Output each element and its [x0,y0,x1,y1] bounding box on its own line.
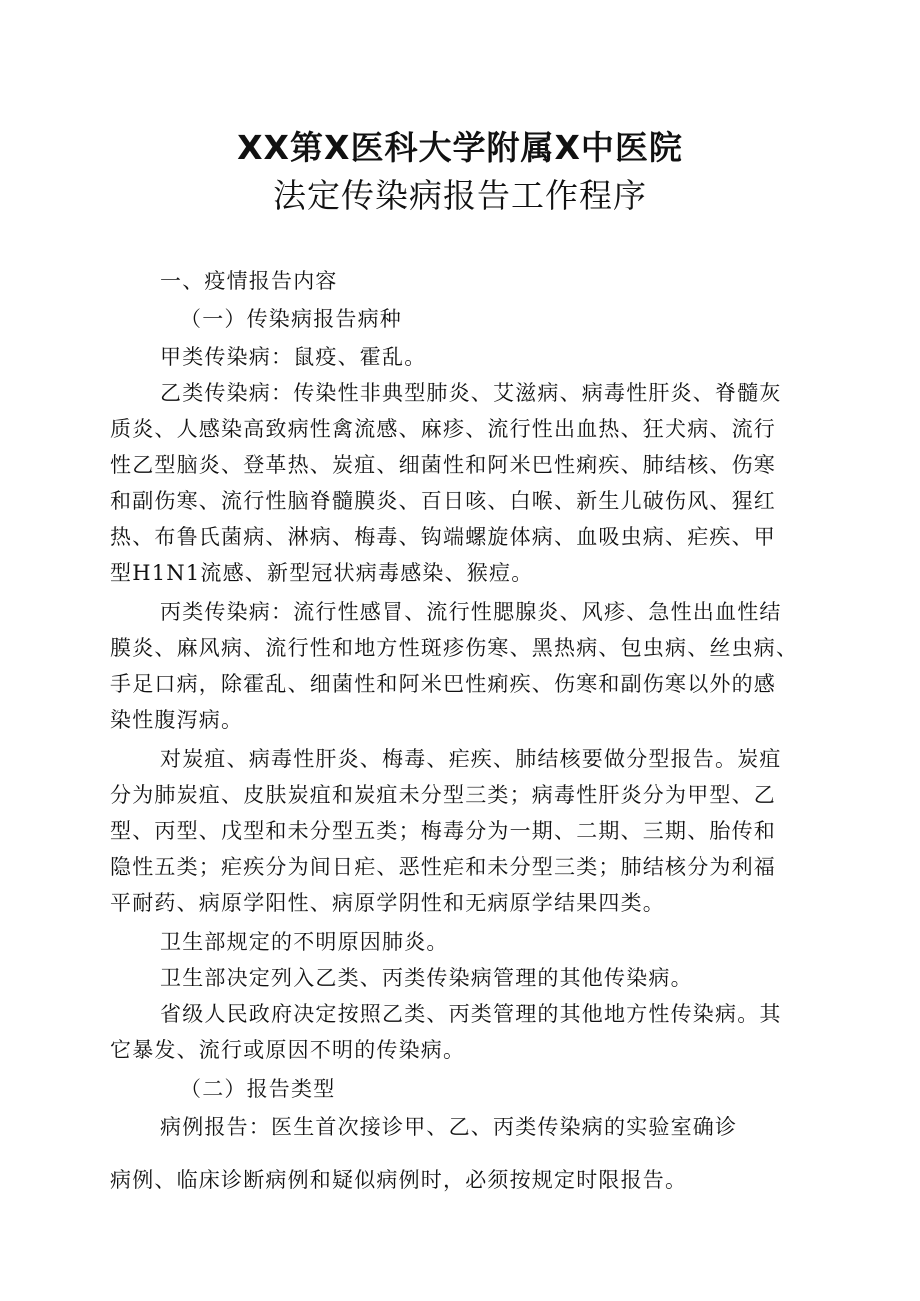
paragraph-line: 甲类传染病：鼠疫、霍乱。 [160,345,427,369]
paragraph-line: 卫生部规定的不明原因肺炎。 [160,930,449,954]
paragraph-line: 乙类传染病：传染性非典型肺炎、艾滋病、病毒性肝炎、脊髓灰 [160,381,782,405]
paragraph-line: 质炎、人感染高致病性禽流感、麻疹、流行性出血热、狂犬病、流行 [110,417,776,441]
paragraph-line: 它暴发、流行或原因不明的传染病。 [110,1038,466,1062]
paragraph-line: 病例、临床诊断病例和疑似病例时，必须按规定时限报告。 [110,1168,688,1192]
paragraph-line: 隐性五类；疟疾分为间日疟、恶性疟和未分型三类；肺结核分为利福 [110,855,776,879]
paragraph-line: 型、丙型、戊型和未分型五类；梅毒分为一期、二期、三期、胎传和 [110,819,776,843]
paragraph-line: 病例报告：医生首次接诊甲、乙、丙类传染病的实验室确诊 [160,1115,738,1139]
paragraph-line: 和副伤寒、流行性脑脊髓膜炎、百日咳、白喉、新生儿破伤风、猩红 [110,489,776,513]
paragraph-line: 平耐药、病原学阳性、病原学阴性和无病原学结果四类。 [110,891,665,915]
paragraph-line: 性乙型脑炎、登革热、炭疽、细菌性和阿米巴性痢疾、肺结核、伤寒 [110,453,776,477]
paragraph-line: 手足口病，除霍乱、细菌性和阿米巴性痢疾、伤寒和副伤寒以外的感 [110,672,776,696]
paragraph-line: 丙类传染病：流行性感冒、流行性腮腺炎、风疹、急性出血性结 [160,600,782,624]
paragraph-line: 型H1N1流感、新型冠状病毒感染、猴痘。 [110,561,534,585]
paragraph-line: 热、布鲁氏菌病、淋病、梅毒、钩端螺旋体病、血吸虫病、疟疾、甲 [110,525,776,549]
paragraph-line: 对炭疽、病毒性肝炎、梅毒、疟疾、肺结核要做分型报告。炭疽 [160,747,782,771]
paragraph-line: 分为肺炭疽、皮肤炭疽和炭疽未分型三类；病毒性肝炎分为甲型、乙 [110,783,776,807]
paragraph-line: 染性腹泻病。 [110,708,244,732]
paragraph-line: 膜炎、麻风病、流行性和地方性斑疹伤寒、黑热病、包虫病、丝虫病、 [110,636,799,660]
subsection-heading: （一）传染病报告病种 [180,307,402,331]
section-heading: 一、疫情报告内容 [160,269,338,293]
subsection-heading: （二）报告类型 [180,1077,336,1101]
paragraph-line: 省级人民政府决定按照乙类、丙类管理的其他地方性传染病。其 [160,1002,782,1026]
paragraph-line: 卫生部决定列入乙类、丙类传染病管理的其他传染病。 [160,966,693,990]
document-title-hospital: XX第X医科大学附属X中医院 [237,128,683,167]
document-title-procedure: 法定传染病报告工作程序 [273,176,647,215]
